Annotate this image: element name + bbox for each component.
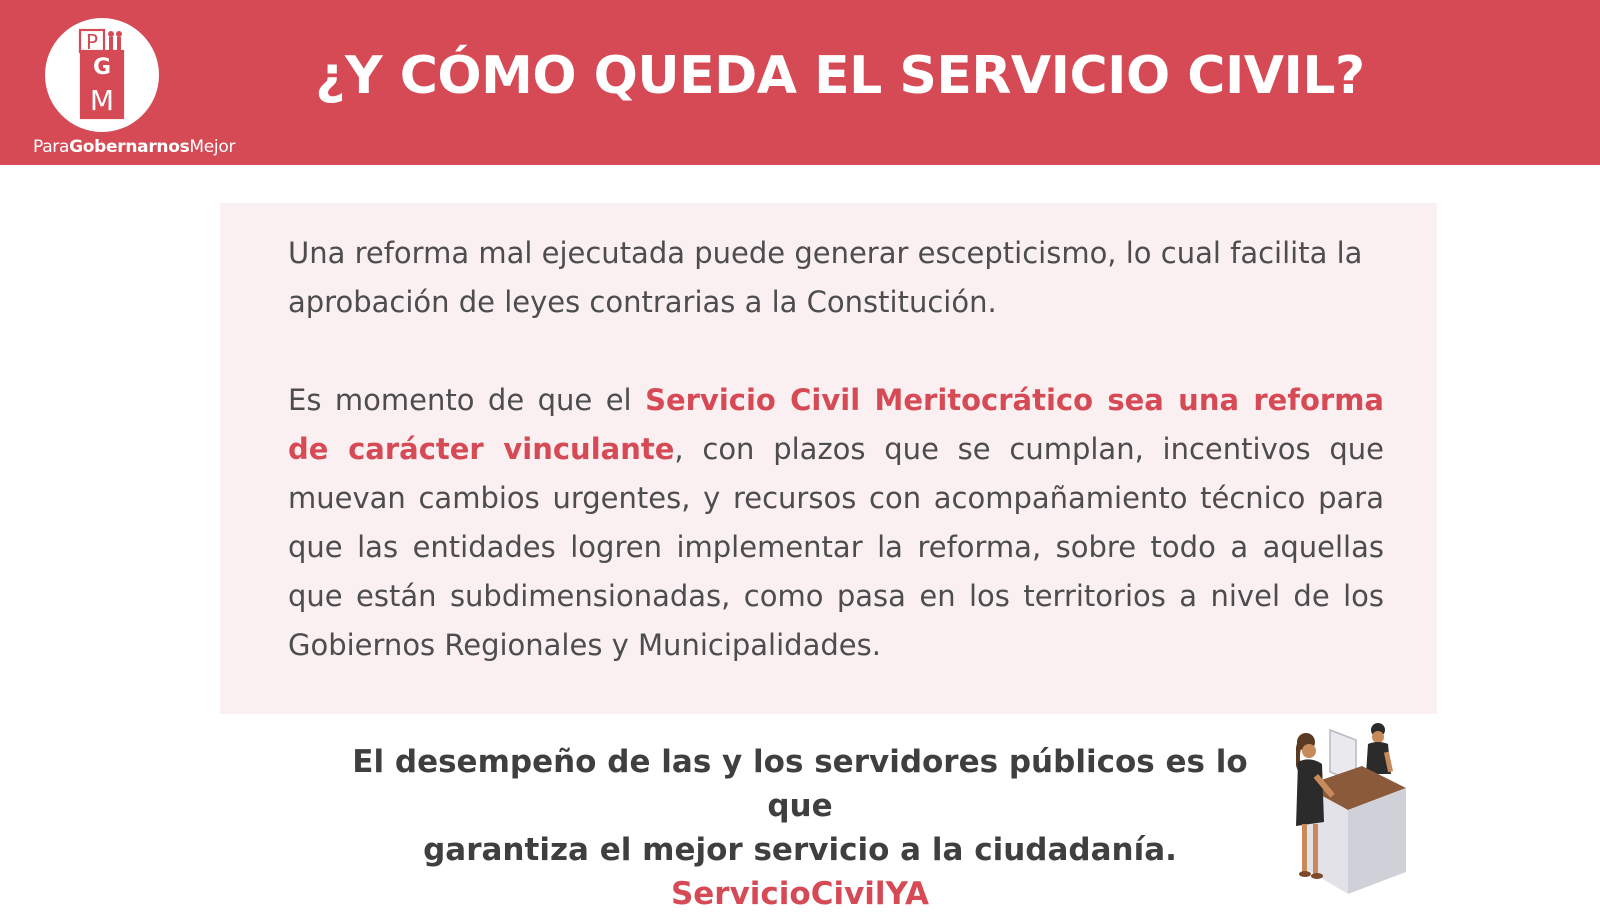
logo-letter-m: M [89,84,115,117]
page-title: ¿Y CÓMO QUEDA EL SERVICIO CIVIL? [315,46,1365,106]
paragraph-2 [288,376,1384,670]
pgm-logo [45,18,159,132]
paragraph-2-rest: , con plazos que se cumplan, incentivos que muevan cambios urgentes, y recursos con acompañamiento técnico para que las entidades logren implementar la reforma, sobre todo a aquellas que están subdimensionadas, como pasa en los territorios a nivel de los Gobiernos Regionales y Municipalidades. [288,432,1384,662]
pgm-logo-icon [45,18,159,132]
paragraph-2-intro: Es momento de que el [288,383,646,417]
footer-hashtag: ServicioCivilYA [670,876,930,912]
header-banner [0,0,1600,165]
service-desk-illustration-icon [1296,722,1446,894]
logo-tagline [33,137,235,157]
footer-line-2: garantiza el mejor servicio a la ciudadanía. [423,832,1177,868]
paragraph-1: Una reforma mal ejecutada puede generar escepticismo, lo cual facilita la aprobación de leyes contrarias a la Constitución. [288,236,1363,319]
logo-letter-g: G [92,55,112,80]
logo-tagline-mejor: Mejor [189,137,236,157]
footer-line-1: El desempeño de las y los servidores públicos es lo que [352,744,1248,824]
logo-letter-p: P [85,30,99,54]
footer-message [330,740,1270,916]
logo-tagline-para: Para [33,137,70,157]
logo-tagline-gobernarnos: Gobernarnos [69,137,190,157]
paragraph-2-highlight: Servicio Civil Meritocrático sea una reforma de carácter vinculante [288,383,1384,466]
content-card [220,203,1437,714]
